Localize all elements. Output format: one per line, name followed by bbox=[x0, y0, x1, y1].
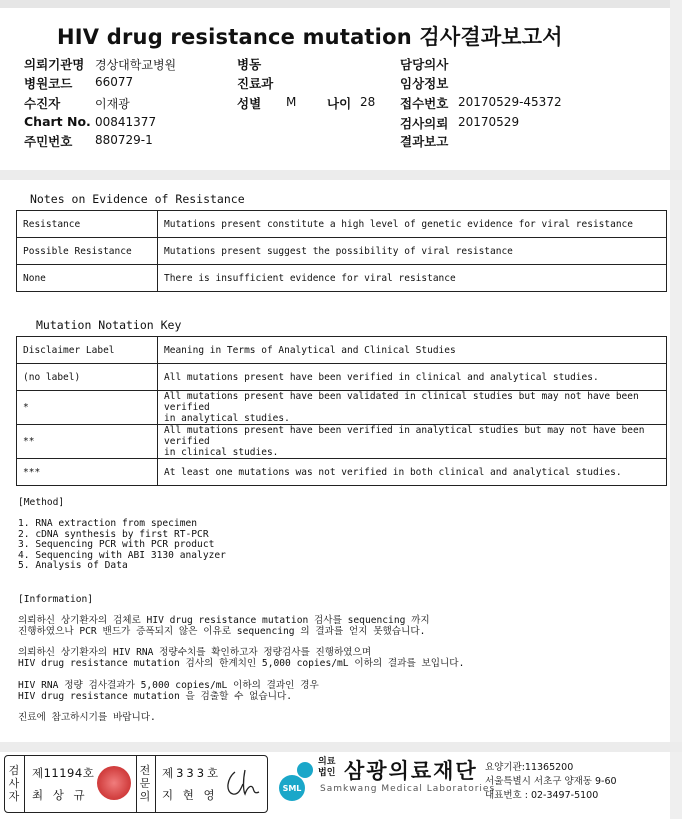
institution-prefix: 의료법인 bbox=[318, 757, 336, 778]
chart-no-label: Chart No. bbox=[24, 114, 91, 129]
info-line: HIV drug resistance mutation 을 검출할 수 없습니다. bbox=[18, 690, 293, 702]
evidence-desc: Mutations present suggest the possibility of viral resistance bbox=[158, 238, 667, 265]
institution-name: 삼광의료재단 bbox=[344, 759, 478, 783]
table-row bbox=[17, 337, 667, 364]
method-step: 4. Sequencing with ABI 3130 analyzer bbox=[18, 549, 226, 561]
signature-icon bbox=[221, 764, 263, 804]
table-row bbox=[17, 391, 667, 425]
information-heading: [Information] bbox=[18, 594, 94, 605]
tester-label-char: 자 bbox=[8, 790, 20, 803]
table-row bbox=[17, 238, 667, 265]
evidence-desc: There is insufficient evidence for viral resistance bbox=[158, 265, 667, 292]
age-value: 28 bbox=[360, 95, 376, 109]
care-code: 요양기관:11365200 bbox=[485, 762, 574, 773]
table-row bbox=[17, 459, 667, 486]
divider-line bbox=[155, 756, 156, 812]
receipt-no-value: 20170529-45372 bbox=[458, 95, 562, 109]
institution-english-name: Samkwang Medical Laboratories bbox=[320, 784, 496, 794]
method-step: 3. Sequencing PCR with PCR product bbox=[18, 539, 215, 550]
method-list bbox=[18, 519, 226, 572]
divider-line bbox=[24, 756, 25, 812]
tester-label bbox=[7, 764, 21, 803]
report-title: HIV drug resistance mutation 검사결과보고서 bbox=[57, 25, 563, 49]
request-date-label: 검사의뢰 bbox=[400, 116, 449, 131]
notation-desc-line: At least one mutations was not verified in both clinical and analytical studies. bbox=[164, 466, 622, 478]
institution-label: 의뢰기관명 bbox=[24, 57, 85, 72]
notation-table bbox=[16, 336, 667, 486]
report-label: 결과보고 bbox=[400, 134, 449, 149]
age-label: 나이 bbox=[327, 96, 352, 111]
notation-desc-line: All mutations present have been verified in analytical studies but may not have been verified bbox=[164, 425, 645, 447]
address: 서울특별시 서초구 양재동 9-60 bbox=[485, 776, 617, 787]
info-paragraph bbox=[18, 616, 430, 637]
sex-value: M bbox=[286, 95, 297, 109]
specialist-label-char: 의 bbox=[139, 790, 151, 803]
patient-label: 수진자 bbox=[24, 96, 61, 111]
evidence-desc: Mutations present constitute a high level of genetic evidence for viral resistance bbox=[158, 211, 667, 238]
specialist-name: 지 현 영 bbox=[162, 788, 218, 802]
tester-license: 제11194호 bbox=[32, 766, 95, 780]
info-line: 진행하였으나 PCR 밴드가 증폭되지 않은 이유로 sequencing 의 결과를 얻지 못했습니다. bbox=[18, 625, 426, 637]
table-row bbox=[17, 425, 667, 459]
specialist-label-char: 문 bbox=[139, 777, 151, 790]
notation-label: * bbox=[17, 391, 158, 425]
info-paragraph bbox=[18, 713, 156, 724]
notation-label: *** bbox=[17, 459, 158, 486]
hospital-code-label: 병원코드 bbox=[24, 76, 73, 91]
ward-label: 병동 bbox=[237, 57, 262, 72]
top-scroll-bar bbox=[0, 0, 682, 8]
method-heading: [Method] bbox=[18, 497, 65, 508]
evidence-term: None bbox=[17, 265, 158, 292]
table-row bbox=[17, 364, 667, 391]
evidence-term: Possible Resistance bbox=[17, 238, 158, 265]
table-row bbox=[17, 265, 667, 292]
notation-desc-line: Meaning in Terms of Analytical and Clinical Studies bbox=[164, 344, 456, 356]
notation-label: ** bbox=[17, 425, 158, 459]
info-line: HIV RNA 정량 검사결과가 5,000 copies/mL 이하의 결과인 경우 bbox=[18, 680, 319, 691]
notation-desc bbox=[158, 337, 667, 364]
notation-desc-line: in analytical studies. bbox=[164, 413, 290, 424]
notation-desc-line: in clinical studies. bbox=[164, 447, 279, 458]
method-step: 2. cDNA synthesis by first RT-PCR bbox=[18, 528, 209, 540]
notation-desc bbox=[158, 459, 667, 486]
evidence-table bbox=[16, 210, 667, 292]
sex-label: 성별 bbox=[237, 96, 262, 111]
evidence-section-title: Notes on Evidence of Resistance bbox=[30, 192, 245, 206]
request-date-value: 20170529 bbox=[458, 115, 520, 129]
notation-desc bbox=[158, 391, 667, 425]
info-line: 의뢰하신 상기환자의 HIV RNA 정량수치를 확인하고자 정량검사를 진행하였으며 bbox=[18, 647, 372, 658]
notation-label: Disclaimer Label bbox=[17, 337, 158, 364]
logo-text: SML bbox=[282, 784, 302, 793]
notation-label: (no label) bbox=[17, 364, 158, 391]
notation-desc bbox=[158, 425, 667, 459]
tester-name: 최 상 규 bbox=[32, 788, 88, 802]
notation-section-title: Mutation Notation Key bbox=[36, 318, 182, 332]
phone: 대표번호 : 02-3497-5100 bbox=[485, 790, 599, 801]
notation-desc-line: All mutations present have been verified in clinical and analytical studies. bbox=[164, 371, 599, 383]
clinical-info-label: 임상정보 bbox=[400, 76, 449, 91]
chart-no-value: 00841377 bbox=[95, 115, 157, 129]
notation-desc bbox=[158, 364, 667, 391]
specialist-license: 제333호 bbox=[162, 766, 222, 780]
section-divider bbox=[0, 170, 682, 180]
info-line: 진료에 참고하시기를 바랍니다. bbox=[18, 712, 156, 723]
info-line: 의뢰하신 상기환자의 검체로 HIV drug resistance mutation 검사를 sequencing 까지 bbox=[18, 615, 430, 626]
tester-label-char: 사 bbox=[8, 777, 20, 790]
tester-label-char: 검 bbox=[8, 764, 20, 777]
evidence-term: Resistance bbox=[17, 211, 158, 238]
divider-line bbox=[136, 756, 137, 812]
method-step: 5. Analysis of Data bbox=[18, 560, 128, 571]
method-step: 1. RNA extraction from specimen bbox=[18, 518, 198, 529]
info-paragraph bbox=[18, 681, 319, 702]
info-line: HIV drug resistance mutation 검사의 한계치인 5,000 copies/mL 이하의 결과를 보입니다. bbox=[18, 657, 465, 669]
info-paragraph bbox=[18, 648, 464, 669]
doctor-label: 담당의사 bbox=[400, 57, 449, 72]
resident-no-label: 주민번호 bbox=[24, 134, 73, 149]
specialist-label bbox=[138, 764, 152, 803]
institution-value: 경상대학교병원 bbox=[95, 58, 177, 72]
notation-desc-line: All mutations present have been validated in clinical studies but may not have been verified bbox=[164, 391, 639, 413]
sml-logo-icon bbox=[272, 758, 316, 802]
receipt-no-label: 접수번호 bbox=[400, 96, 449, 111]
specialist-label-char: 전 bbox=[139, 764, 151, 777]
table-row bbox=[17, 211, 667, 238]
patient-value: 이재광 bbox=[95, 97, 130, 111]
vertical-scrollbar[interactable] bbox=[670, 0, 682, 819]
dept-label: 진료과 bbox=[237, 76, 274, 91]
seal-stamp bbox=[97, 766, 131, 800]
signature-box bbox=[4, 755, 268, 813]
hospital-code-value: 66077 bbox=[95, 75, 134, 89]
resident-no-value: 880729-1 bbox=[95, 133, 153, 147]
footer-divider bbox=[0, 742, 682, 752]
